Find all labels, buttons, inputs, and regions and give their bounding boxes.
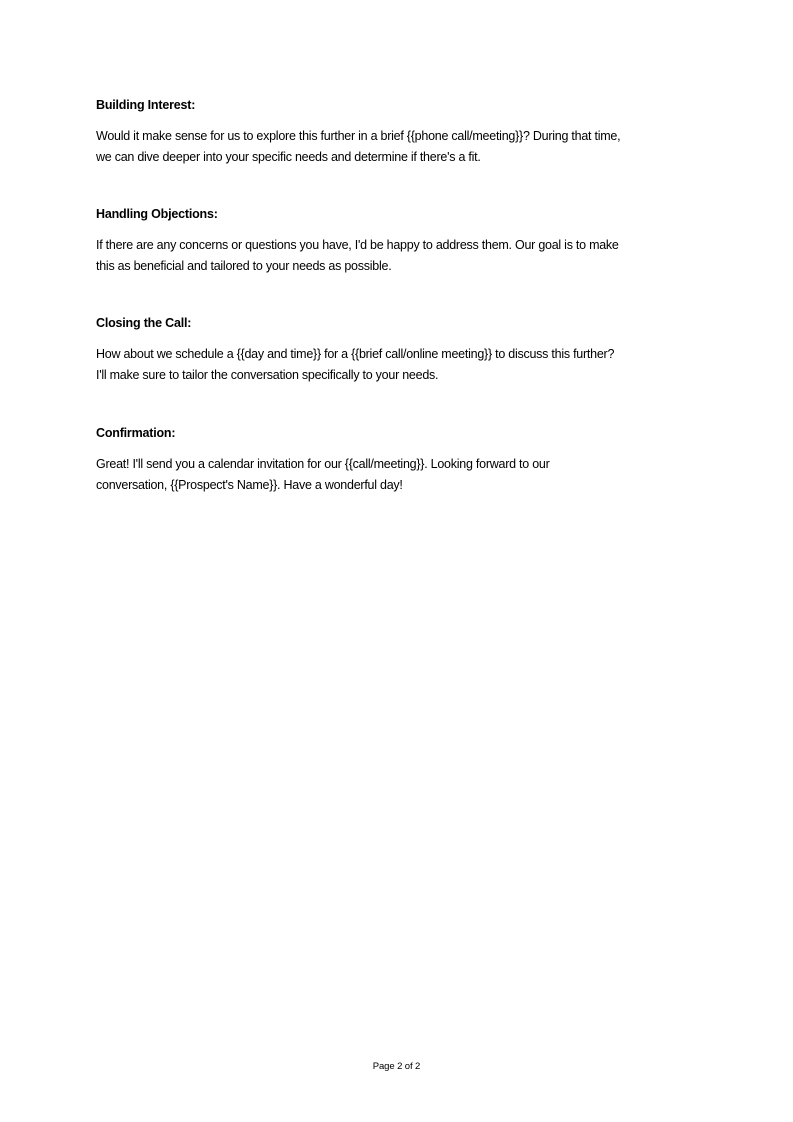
paragraph-line: If there are any concerns or questions you have, I'd be happy to address them. Our goal is to make xyxy=(96,238,619,252)
paragraph-line: Great! I'll send you a calendar invitation for our {{call/meeting}}. Looking forward to our xyxy=(96,457,550,471)
section-paragraph xyxy=(96,126,620,168)
section-confirmation xyxy=(96,423,550,496)
paragraph-line: How about we schedule a {{day and time}} for a {{brief call/online meeting}} to discuss this further? xyxy=(96,347,615,361)
section-paragraph xyxy=(96,235,619,277)
paragraph-line: conversation, {{Prospect's Name}}. Have a wonderful day! xyxy=(96,478,403,492)
section-heading: Confirmation: xyxy=(96,426,176,440)
page-number-footer: Page 2 of 2 xyxy=(372,1061,421,1072)
section-building-interest xyxy=(96,95,620,168)
section-paragraph xyxy=(96,344,614,386)
paragraph-line: Would it make sense for us to explore this further in a brief {{phone call/meeting}}? During that time, xyxy=(96,129,621,143)
paragraph-line: we can dive deeper into your specific needs and determine if there's a fit. xyxy=(96,150,481,164)
section-paragraph xyxy=(96,454,550,496)
section-handling-objections xyxy=(96,204,619,277)
paragraph-line: I'll make sure to tailor the conversation specifically to your needs. xyxy=(96,368,439,382)
section-heading: Closing the Call: xyxy=(96,316,192,330)
section-heading: Handling Objections: xyxy=(96,207,218,221)
paragraph-line: this as beneficial and tailored to your needs as possible. xyxy=(96,259,392,273)
section-closing-the-call xyxy=(96,313,614,386)
section-heading: Building Interest: xyxy=(96,98,196,112)
